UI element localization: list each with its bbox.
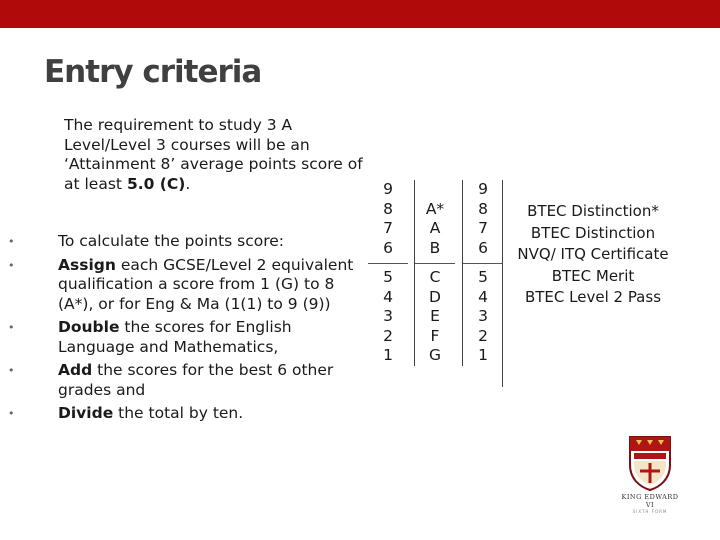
btec-item: BTEC Distinction* <box>527 202 659 220</box>
score-cell: 2 <box>383 326 393 345</box>
btec-equivalents-column <box>502 180 683 387</box>
score-cell: 5 <box>383 268 393 286</box>
btec-item: BTEC Distinction <box>530 223 656 242</box>
number-cell: 7 <box>478 219 488 237</box>
school-logo <box>620 435 680 514</box>
bullet-icon: • <box>8 407 15 420</box>
header-bar <box>0 0 720 28</box>
bullet-item: • To calculate the points score: <box>8 232 285 250</box>
number-cell: 4 <box>478 287 488 306</box>
bullet-item: • Add the scores for the best 6 other grades and <box>8 361 334 399</box>
score-cell: 1 <box>383 346 393 364</box>
score-cell: 4 <box>383 287 393 306</box>
letter-cell: F <box>430 326 440 345</box>
letter-cell: G <box>428 346 441 364</box>
slide-title: Entry criteria <box>44 54 262 90</box>
bullet-item: • Assign each GCSE/Level 2 equivalent qualification a score from 1 (G) to 8 (A*), or for Eng & Ma (1(1) to 9 (9)) <box>8 255 354 313</box>
school-crest-icon <box>628 435 672 491</box>
score-cell: 9 <box>383 180 393 198</box>
number-cell: 3 <box>478 307 488 325</box>
bullet-icon: • <box>8 321 15 334</box>
number-cell: 8 <box>478 199 488 218</box>
bullet-icon: • <box>8 364 15 377</box>
grade-number-column <box>462 180 503 366</box>
bullet-item: • Double the scores for English Language and Mathematics, <box>8 318 292 356</box>
btec-item: BTEC Merit <box>551 266 635 285</box>
bullet-list <box>8 232 360 428</box>
number-cell: 2 <box>478 326 488 345</box>
score-column <box>368 180 408 366</box>
number-cell: 1 <box>478 346 488 364</box>
letter-cell <box>415 180 455 200</box>
row-divider <box>368 263 408 264</box>
bullet-icon: • <box>8 258 15 272</box>
score-cell: 3 <box>383 307 393 325</box>
btec-item: BTEC Level 2 Pass <box>524 288 662 306</box>
score-cell: 7 <box>383 219 393 237</box>
intro-text: The requirement to study 3 A Level/Level 3 courses will be an ‘Attainment 8’ average points score of at least 5.0 (C). <box>64 116 363 193</box>
number-cell: 6 <box>478 238 488 257</box>
btec-item: NVQ/ ITQ Certificate <box>517 245 669 263</box>
letter-cell: C <box>429 268 441 286</box>
intro-score: 5.0 (C) <box>126 174 186 193</box>
letter-cell: A* <box>425 199 445 218</box>
number-cell: 9 <box>478 180 488 198</box>
logo-name: KING EDWARD VI <box>621 493 679 509</box>
score-cell: 8 <box>383 199 393 218</box>
number-cell: 5 <box>478 268 488 286</box>
letter-cell: B <box>429 238 441 257</box>
score-cell: 6 <box>383 238 393 257</box>
letter-cell: E <box>430 307 440 325</box>
row-divider <box>415 263 455 264</box>
bullet-icon: • <box>8 235 15 248</box>
bullet-item: • Divide the total by ten. <box>8 404 244 422</box>
logo-subtitle: SIXTH FORM <box>632 509 668 514</box>
letter-cell: A <box>429 219 441 237</box>
row-divider <box>463 263 503 264</box>
grade-letter-column <box>414 180 455 366</box>
letter-cell: D <box>429 287 441 306</box>
